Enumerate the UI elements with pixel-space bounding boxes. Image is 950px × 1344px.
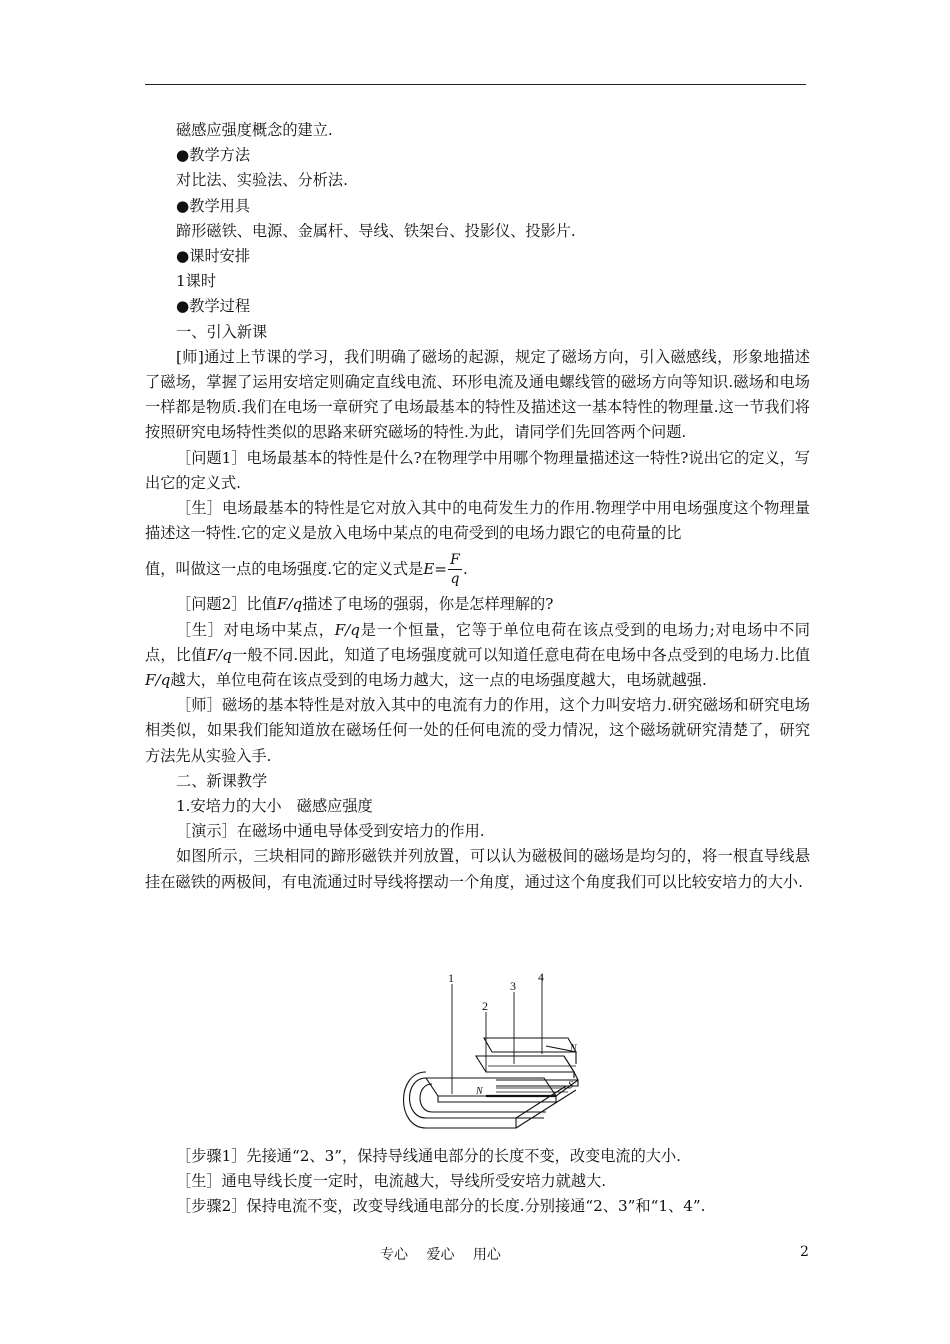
label-N-front: N — [476, 1086, 483, 1097]
section-heading: 二、新课教学 — [176, 771, 268, 790]
section-heading: 一、引入新课 — [176, 322, 268, 341]
text-span: 是一个恒量，它等于单位电荷在该点受到的电场力;对电场中不同点，比值 — [145, 620, 810, 664]
paragraph — [145, 592, 810, 617]
text-line: ［演示］在磁场中通电导体受到安培力的作用. — [176, 822, 485, 841]
label-N-top: N — [570, 1043, 577, 1054]
subsection-heading: 1.安培力的大小 磁感应强度 — [176, 796, 373, 815]
text-span: . — [463, 560, 468, 579]
text-span: ［问题2］比值 — [176, 595, 277, 614]
paragraph: ［师］磁场的基本特性是对放入其中的电流有力的作用，这个力叫安培力.研究磁场和研究电场相类似，如果我们能知道放在磁场任何一处的任何电流的受力情况，这个磁场就研究清楚了，研究方法先从实验入手. — [145, 696, 810, 765]
paragraph: ［问题1］电场最基本的特性是什么?在物理学中用哪个物理量描述这一特性?说出它的定义，写出它的定义式. — [145, 448, 810, 492]
fraction-denominator: q — [450, 570, 460, 587]
paragraph — [145, 618, 810, 694]
text-line: 对比法、实验法、分析法. — [176, 171, 348, 190]
page-content — [145, 118, 810, 895]
section-heading: ●课时安排 — [176, 246, 251, 265]
formula-inline: F/q — [334, 620, 361, 639]
label-2: 2 — [482, 999, 488, 1013]
text-line: 蹄形磁铁、电源、金属杆、导线、铁架台、投影仪、投影片. — [176, 221, 576, 240]
formula-line — [145, 546, 810, 592]
formula-inline: F/q — [145, 670, 171, 689]
magnet-body — [404, 1038, 579, 1128]
text-span: 描述了电场的强弱，你是怎样理解的? — [302, 595, 554, 614]
text-span: 一般不同.因此，知道了电场强度就可以知道任意电荷在电场中各点受到的电场力.比值 — [231, 645, 811, 664]
text-span: 值，叫做这一点的电场强度.它的定义式是 — [145, 560, 424, 579]
paragraph: ［生］电场最基本的特性是它对放入其中的电荷发生力的作用.物理学中用电场强度这个物理量描述这一特性.它的定义是放入电场中某点的电荷受到的电场力跟它的电荷量的比 — [145, 498, 810, 543]
page-content-bottom — [145, 1144, 810, 1220]
formula-inline: F/q — [206, 645, 232, 664]
magnet-diagram — [396, 968, 591, 1146]
section-heading: ●教学用具 — [176, 196, 251, 215]
label-3: 3 — [510, 979, 516, 993]
section-heading: ●教学过程 — [176, 297, 251, 316]
footer-motto: 专心 爱心 用心 — [380, 1247, 501, 1263]
fraction-bar — [448, 569, 462, 570]
fraction — [448, 552, 462, 587]
label-S: S — [568, 1080, 573, 1091]
text-line: ［生］通电导线长度一定时，电流越大，导线所受安培力就越大. — [176, 1172, 607, 1191]
lead-wires — [452, 974, 542, 1094]
text-line: ［步骤2］保持电流不变，改变导线通电部分的长度.分别接通“2、3”和“1、4”. — [176, 1197, 706, 1216]
fraction-numerator: F — [450, 551, 460, 568]
label-4: 4 — [538, 970, 544, 984]
paragraph: [师]通过上节课的学习，我们明确了磁场的起源，规定了磁场方向，引入磁感线，形象地描述了磁场，掌握了运用安培定则确定直线电流、环形电流及通电螺线管的磁场方向等知识.磁场和电场一样都是物质.我们在电场一章研究了电场最基本的特性及描述这一基本特性的物理量.这一节我们将按照研究电场特性类似的思路来研究磁场的特性.为此，请同学们先回答两个问题. — [145, 347, 810, 442]
text-line: ［步骤1］先接通“2、3”，保持导线通电部分的长度不变，改变电流的大小. — [176, 1147, 681, 1165]
formula-inline: F/q — [276, 595, 303, 614]
text-line: 1课时 — [176, 272, 217, 291]
text-span: ［生］对电场中某点， — [176, 620, 335, 639]
section-heading: ●教学方法 — [176, 146, 251, 165]
formula-symbol: E — [423, 560, 435, 579]
text-span: 越大，单位电荷在该点受到的电场力越大，这一点的电场强度越大，电场就越强. — [170, 670, 707, 689]
label-1: 1 — [448, 971, 454, 985]
formula-symbol: = — [434, 560, 448, 579]
text-line: 磁感应强度概念的建立. — [176, 121, 333, 139]
header-rule — [145, 84, 806, 85]
page-number: 2 — [800, 1244, 809, 1260]
paragraph: 如图所示，三块相同的蹄形磁铁并列放置，可以认为磁极间的磁场是均匀的，将一根直导线悬挂在磁铁的两极间，有电流通过时导线将摆动一个角度，通过这个角度我们可以比较安培力的大小. — [145, 847, 810, 891]
